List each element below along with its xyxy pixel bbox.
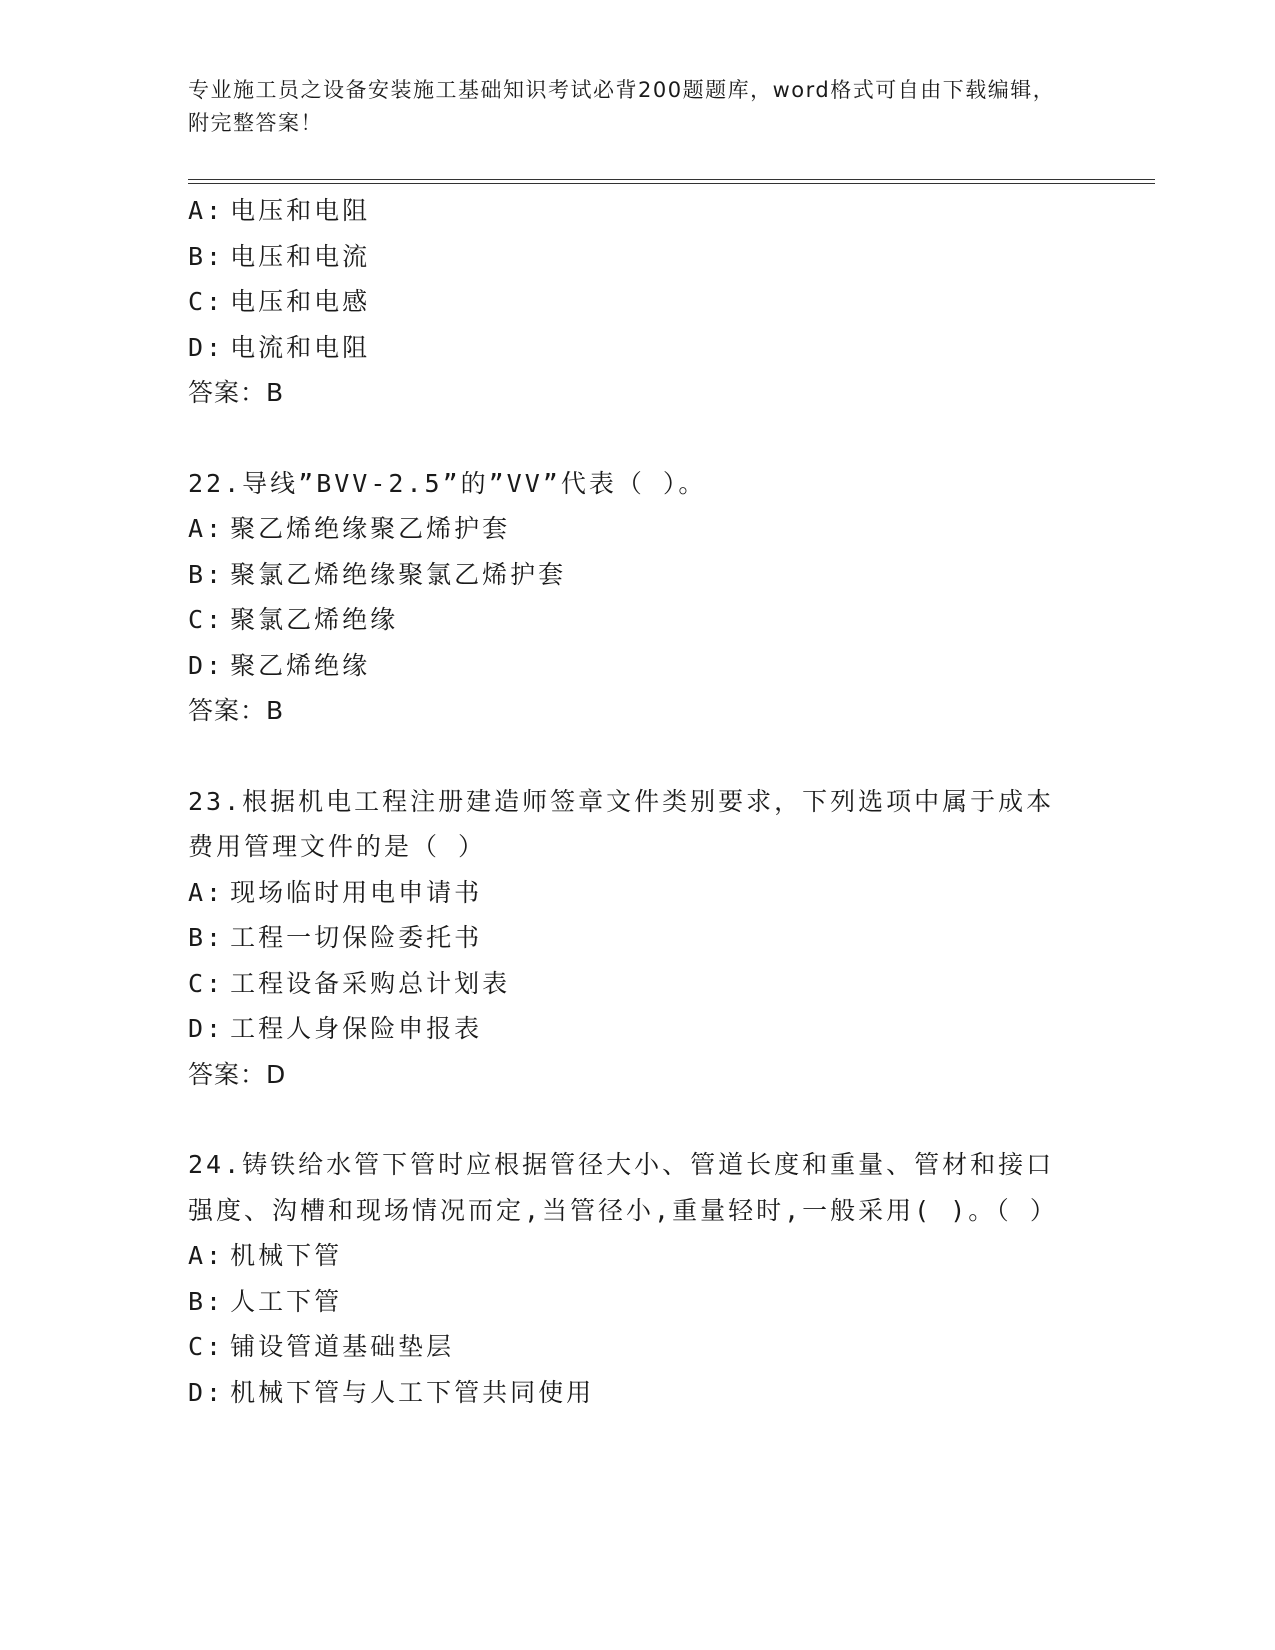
question-block-24 bbox=[188, 1142, 1088, 1415]
option-b: B: 工程一切保险委托书 bbox=[188, 923, 483, 952]
option-c: C: 铺设管道基础垫层 bbox=[188, 1332, 455, 1361]
option-d: D: 电流和电阻 bbox=[188, 332, 371, 362]
option-d: D: 机械下管与人工下管共同使用 bbox=[188, 1377, 595, 1407]
answer-line: 答案：D bbox=[188, 1059, 287, 1089]
question-block-21 bbox=[188, 188, 1088, 416]
question-stem: 22.导线”BVV-2.5”的”VV”代表（ ）。 bbox=[188, 468, 707, 498]
option-c: C: 聚氯乙烯绝缘 bbox=[188, 605, 399, 634]
option-c: C: 电压和电感 bbox=[188, 287, 371, 316]
header-double-rule bbox=[188, 179, 1155, 184]
option-a: A: 机械下管 bbox=[188, 1241, 343, 1270]
answer-line: 答案：B bbox=[188, 378, 285, 407]
question-list bbox=[188, 188, 1088, 1415]
option-b: B: 电压和电流 bbox=[188, 241, 371, 271]
option-d: D: 工程人身保险申报表 bbox=[188, 1014, 483, 1043]
answer-line: 答案：B bbox=[188, 696, 285, 725]
option-c: C: 工程设备采购总计划表 bbox=[188, 968, 511, 998]
option-a: A: 聚乙烯绝缘聚乙烯护套 bbox=[188, 514, 511, 543]
question-block-22 bbox=[188, 461, 1088, 734]
option-a: A: 现场临时用电申请书 bbox=[188, 877, 483, 907]
question-stem: 23.根据机电工程注册建造师签章文件类别要求，下列选项中属于成本费用管理文件的是（ ） bbox=[188, 786, 1055, 861]
question-stem: 24.铸铁给水管下管时应根据管径大小、管道长度和重量、管材和接口强度、沟槽和现场情况而定,当管径小,重量轻时,一般采用( )。（ ） bbox=[188, 1150, 1058, 1225]
option-d: D: 聚乙烯绝缘 bbox=[188, 650, 371, 680]
option-b: B: 聚氯乙烯绝缘聚氯乙烯护套 bbox=[188, 559, 567, 589]
option-a: A: 电压和电阻 bbox=[188, 196, 371, 225]
document-header: 专业施工员之设备安装施工基础知识考试必背200题题库，word格式可自由下载编辑，附完整答案！ bbox=[188, 78, 1056, 135]
option-b: B: 人工下管 bbox=[188, 1286, 343, 1316]
question-block-23 bbox=[188, 779, 1088, 1098]
